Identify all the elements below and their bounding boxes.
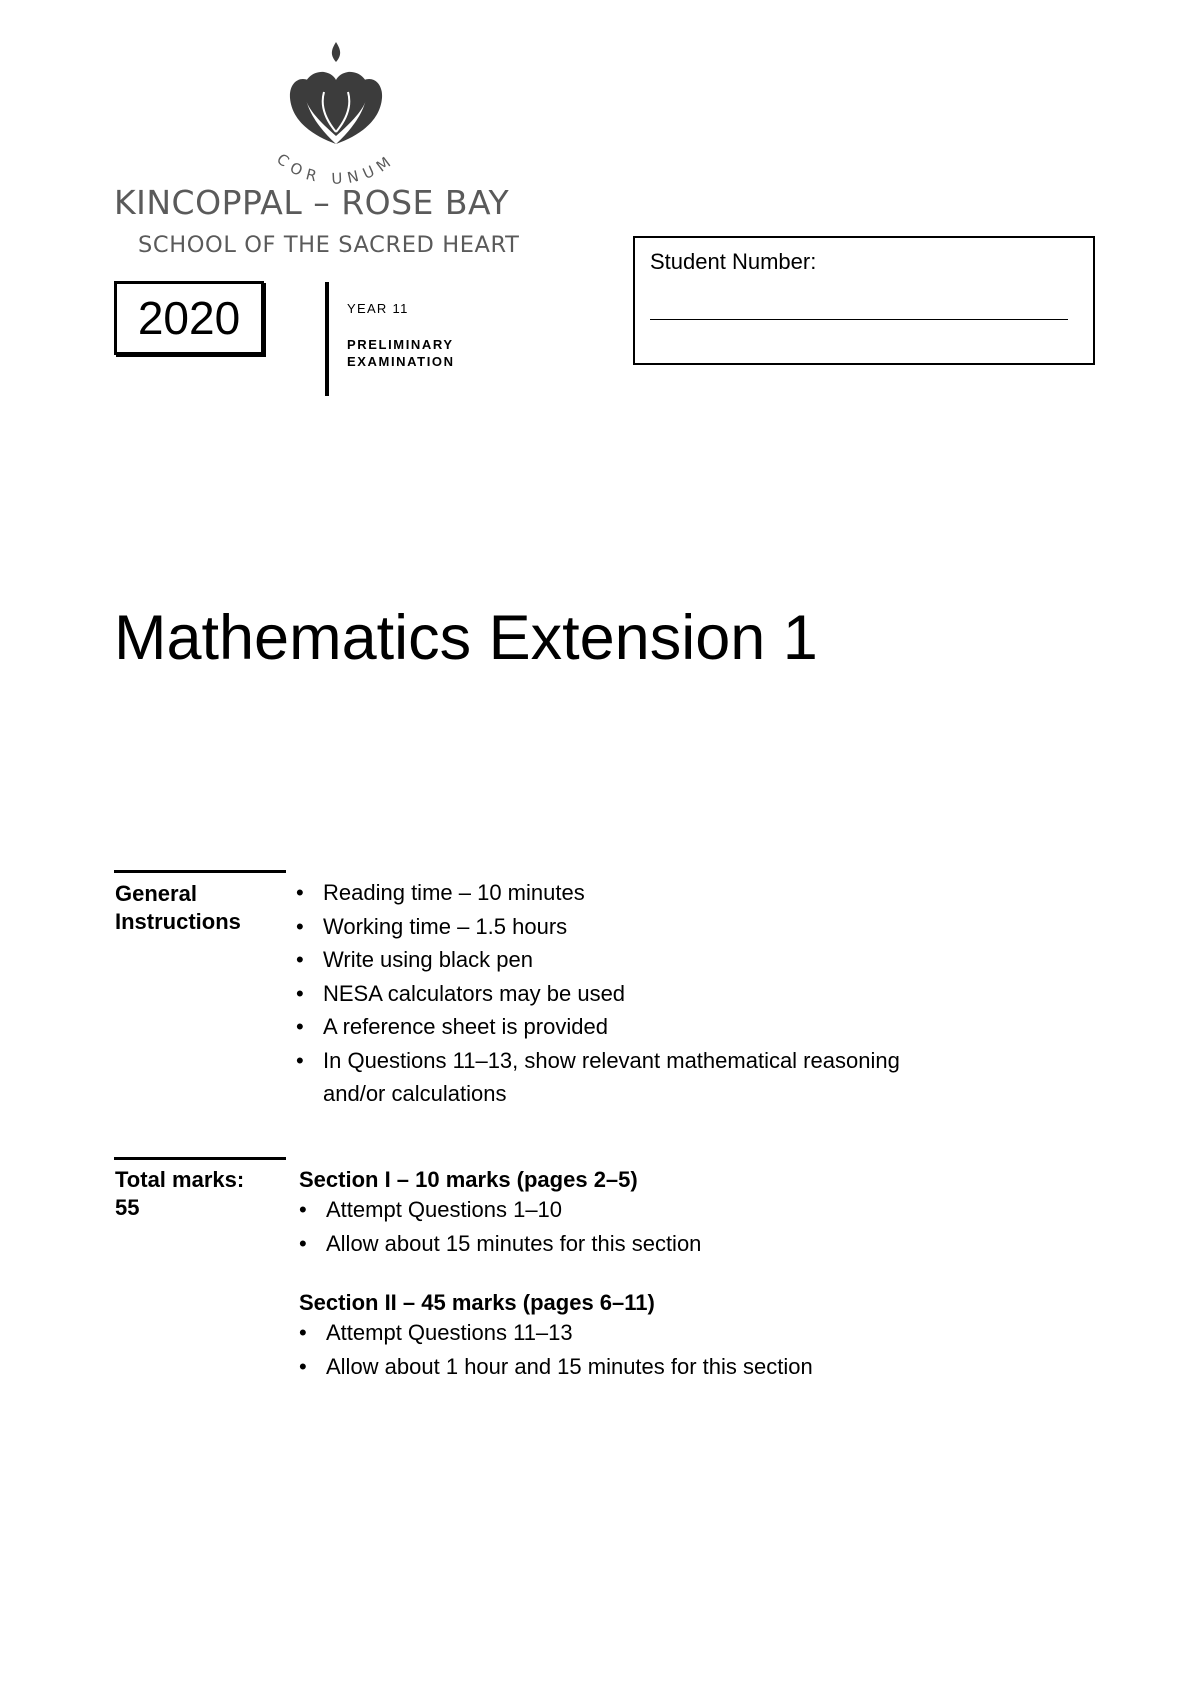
section-one-title: Section I – 10 marks (pages 2–5) <box>299 1167 638 1192</box>
general-instructions-list <box>296 876 936 1111</box>
list-item: • Attempt Questions 1–10 <box>299 1193 999 1227</box>
list-item: • In Questions 11–13, show relevant mathematical reasoning and/or calculations <box>296 1044 936 1111</box>
list-item: • Working time – 1.5 hours <box>296 910 936 944</box>
section-rule <box>114 1157 286 1160</box>
exam-year: 2020 <box>137 292 241 344</box>
list-item: • Write using black pen <box>296 943 936 977</box>
section-one-list <box>299 1193 999 1260</box>
school-name: KINCOPPAL – ROSE BAY <box>114 183 510 222</box>
section-two-title: Section II – 45 marks (pages 6–11) <box>299 1290 655 1315</box>
list-item: • Allow about 1 hour and 15 minutes for this section <box>299 1350 999 1384</box>
section-two-list <box>299 1316 999 1383</box>
total-marks-label: Total marks: 55 <box>115 1167 245 1220</box>
student-number-field[interactable] <box>650 319 1068 320</box>
exam-title: Mathematics Extension 1 <box>114 603 818 673</box>
list-item: • Allow about 15 minutes for this section <box>299 1227 999 1261</box>
section-rule <box>114 870 286 873</box>
header-divider <box>325 282 329 396</box>
year-level: YEAR 11 <box>347 301 409 316</box>
section-one <box>299 1166 999 1260</box>
list-item: • A reference sheet is provided <box>296 1010 936 1044</box>
section-two <box>299 1289 999 1383</box>
exam-year-box <box>114 281 264 355</box>
general-instructions-label: General Instructions <box>115 881 241 934</box>
exam-type-line2: EXAMINATION <box>347 354 455 369</box>
list-item: • Attempt Questions 11–13 <box>299 1316 999 1350</box>
school-logo <box>114 40 558 258</box>
exam-type-line1: PRELIMINARY <box>347 337 454 352</box>
student-number-box[interactable] <box>633 236 1095 365</box>
school-subtitle: SCHOOL OF THE SACRED HEART <box>138 232 520 258</box>
list-item: • NESA calculators may be used <box>296 977 936 1011</box>
student-number-label: Student Number: <box>650 249 817 274</box>
svg-text:COR UNUM: COR UNUM <box>273 149 399 188</box>
list-item: • Reading time – 10 minutes <box>296 876 936 910</box>
exam-type <box>347 336 455 370</box>
